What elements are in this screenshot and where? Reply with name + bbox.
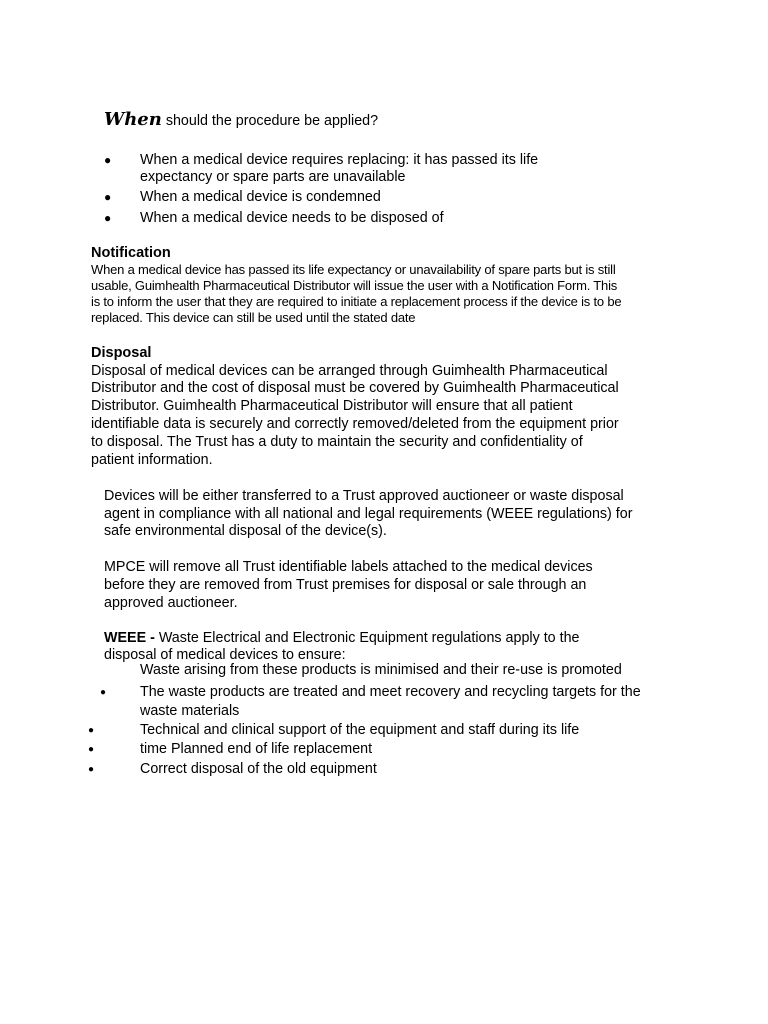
paragraph-line: Distributor and the cost of disposal must be covered by Guimhealth Pharmaceutical <box>91 380 619 396</box>
list-item: When a medical device is condemned <box>140 189 381 205</box>
list-item: When a medical device requires replacing: it has passed its life <box>140 152 539 168</box>
paragraph-line: Disposal of medical devices can be arranged through Guimhealth Pharmaceutical <box>91 363 608 379</box>
weee-intro <box>104 629 579 647</box>
paragraph-line: replaced. This device can still be used until the stated date <box>91 310 416 325</box>
list-item: Technical and clinical support of the equipment and staff during its life <box>140 722 580 738</box>
bullet-dot: ● <box>104 190 112 204</box>
paragraph-line: identifiable data is securely and correctly removed/deleted from the equipment prior <box>91 416 619 432</box>
question-text: should the procedure be applied? <box>161 113 379 129</box>
bullet-dot: ● <box>104 153 112 167</box>
bullet-dot: ● <box>88 725 95 736</box>
paragraph-line: before they are removed from Trust premises for disposal or sale through an <box>104 577 587 593</box>
paragraph-line: Distributor. Guimhealth Pharmaceutical Distributor will ensure that all patient <box>91 398 573 414</box>
list-item: time Planned end of life replacement <box>140 741 373 757</box>
paragraph-line: usable, Guimhealth Pharmaceutical Distributor will issue the user with a Notification Form. This <box>91 278 618 293</box>
paragraph-line: safe environmental disposal of the device(s). <box>104 523 387 539</box>
when-word: When <box>104 109 162 130</box>
notification-heading: Notification <box>91 245 171 261</box>
list-item: When a medical device needs to be disposed of <box>140 210 444 226</box>
list-item-continuation: expectancy or spare parts are unavailable <box>140 169 406 185</box>
paragraph-line: Devices will be either transferred to a Trust approved auctioneer or waste disposal <box>104 488 624 504</box>
paragraph-line: When a medical device has passed its life expectancy or unavailability of spare parts but is still <box>91 262 616 277</box>
paragraph-line: patient information. <box>91 452 213 468</box>
section-question <box>104 108 378 133</box>
weee-intro-text: Waste Electrical and Electronic Equipment regulations apply to the <box>154 630 580 646</box>
bullet-dot: ● <box>88 764 95 775</box>
disposal-heading: Disposal <box>91 345 152 361</box>
paragraph-line: agent in compliance with all national and legal requirements (WEEE regulations) for <box>104 506 633 522</box>
bullet-dot: ● <box>104 211 112 225</box>
weee-label: WEEE - <box>104 630 155 646</box>
paragraph-line: to disposal. The Trust has a duty to maintain the security and confidentiality of <box>91 434 583 450</box>
list-item: The waste products are treated and meet recovery and recycling targets for the <box>140 684 641 700</box>
weee-intro-line: disposal of medical devices to ensure: <box>104 647 346 663</box>
list-item: Correct disposal of the old equipment <box>140 761 377 777</box>
bullet-dot: ● <box>88 744 95 755</box>
bullet-dot: ● <box>100 687 107 698</box>
paragraph-line: is to inform the user that they are required to initiate a replacement process if the device is to be <box>91 294 622 309</box>
list-item-continuation: waste materials <box>140 703 240 719</box>
paragraph-line: MPCE will remove all Trust identifiable labels attached to the medical devices <box>104 559 593 575</box>
list-item: Waste arising from these products is minimised and their re-use is promoted <box>140 662 622 678</box>
paragraph-line: approved auctioneer. <box>104 595 238 611</box>
